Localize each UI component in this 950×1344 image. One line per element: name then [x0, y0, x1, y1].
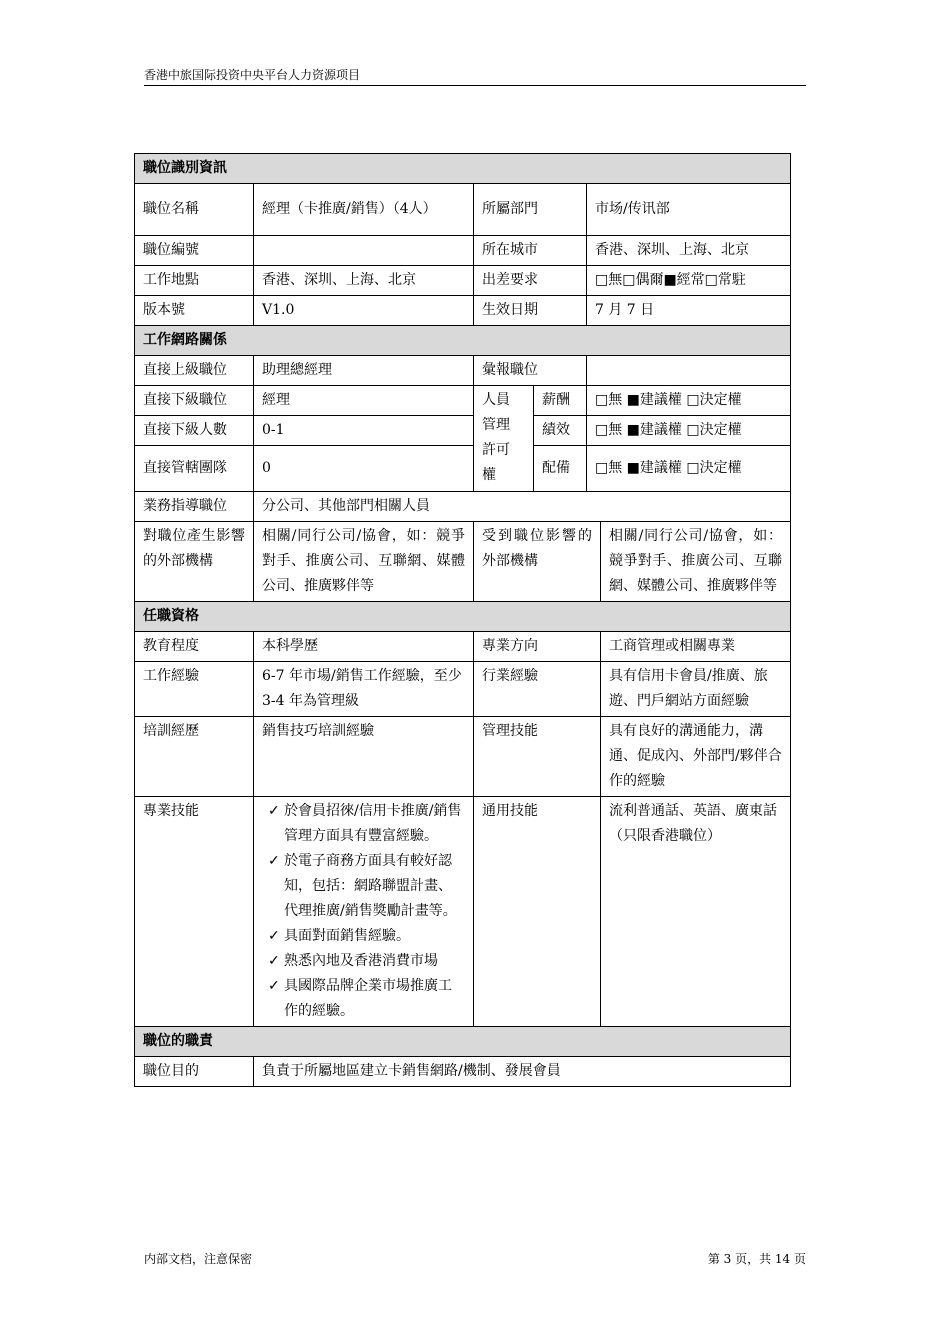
value-guidance: 分公司、其他部門相關人員	[254, 492, 791, 522]
value-staffing: □無 ■建議權 □決定權	[587, 446, 791, 492]
label-subordinate: 直接下級職位	[135, 386, 254, 416]
value-report-to	[587, 356, 791, 386]
value-subordinate-count: 0-1	[254, 416, 474, 446]
value-affected: 相關/同行公司/協會，如：競爭對手、推廣公司、互聯網、媒體公司、推廣夥伴等	[601, 522, 791, 602]
label-guidance: 業務指導職位	[135, 492, 254, 522]
value-subordinate: 經理	[254, 386, 474, 416]
label-purpose: 職位目的	[135, 1057, 254, 1087]
value-mgmt-skill: 具有良好的溝通能力，溝通、促成內、外部門/夥伴合作的經驗	[601, 717, 791, 797]
value-travel: □無□偶爾■經常□常駐	[587, 266, 791, 296]
label-experience: 工作經驗	[135, 662, 254, 717]
value-performance: □無 ■建議權 □決定權	[587, 416, 791, 446]
value-version: V1.0	[254, 296, 474, 326]
section-qualification: 任職資格	[135, 602, 791, 632]
pro-skill-list	[262, 799, 465, 1024]
section-network: 工作網路關係	[135, 326, 791, 356]
footer-confidential: 内部文档，注意保密	[144, 1252, 253, 1266]
list-item: ✓ 於會員招徠/信用卡推廣/銷售管理方面具有豐富經驗。	[268, 799, 465, 849]
value-pro-skill	[254, 797, 474, 1027]
label-position-code: 職位編號	[135, 236, 254, 266]
label-pro-skill: 專業技能	[135, 797, 254, 1027]
label-salary: 薪酬	[534, 386, 587, 416]
value-general-skill: 流利普通話、英語、廣東話（只限香港職位）	[601, 797, 791, 1027]
value-position-code	[254, 236, 474, 266]
label-superior: 直接上級職位	[135, 356, 254, 386]
label-affects: 對職位產生影響的外部機構	[135, 522, 254, 602]
label-authority: 人員 管理 許可 權	[474, 386, 534, 492]
label-department: 所屬部門	[474, 184, 587, 236]
label-industry: 行業經驗	[474, 662, 601, 717]
label-effective-date: 生效日期	[474, 296, 587, 326]
list-item: ✓ 於電子商務方面具有較好認知，包括：網路聯盟計畫、代理推廣/銷售獎勵計畫等。	[268, 849, 465, 924]
label-staffing: 配備	[534, 446, 587, 492]
list-item: ✓ 熟悉內地及香港消費市場	[268, 949, 465, 974]
section-duties: 職位的職責	[135, 1027, 791, 1057]
value-city: 香港、深圳、上海、北京	[587, 236, 791, 266]
value-education: 本科學歷	[254, 632, 474, 662]
value-team: 0	[254, 446, 474, 492]
label-city: 所在城市	[474, 236, 587, 266]
label-position-name: 職位名稱	[135, 184, 254, 236]
label-general-skill: 通用技能	[474, 797, 601, 1027]
label-subordinate-count: 直接下級人數	[135, 416, 254, 446]
label-work-location: 工作地點	[135, 266, 254, 296]
label-training: 培訓經歷	[135, 717, 254, 797]
value-affects: 相關/同行公司/協會，如：競爭對手、推廣公司、互聯網、媒體公司、推廣夥伴等	[254, 522, 474, 602]
label-education: 教育程度	[135, 632, 254, 662]
label-mgmt-skill: 管理技能	[474, 717, 601, 797]
value-salary: □無 ■建議權 □決定權	[587, 386, 791, 416]
label-team: 直接管轄團隊	[135, 446, 254, 492]
list-item: ✓ 具面對面銷售經驗。	[268, 924, 465, 949]
label-version: 版本號	[135, 296, 254, 326]
value-work-location: 香港、深圳、上海、北京	[254, 266, 474, 296]
list-item: ✓ 具國際品牌企業市場推廣工作的經驗。	[268, 974, 465, 1024]
label-travel: 出差要求	[474, 266, 587, 296]
label-performance: 績效	[534, 416, 587, 446]
value-industry: 具有信用卡會員/推廣、旅遊、門戶網站方面經驗	[601, 662, 791, 717]
value-position-name: 經理（卡推廣/銷售）（4人）	[254, 184, 474, 236]
value-training: 銷售技巧培訓經驗	[254, 717, 474, 797]
value-effective-date: 7 月 7 日	[587, 296, 791, 326]
value-purpose: 負責于所屬地區建立卡銷售網路/機制、發展會員	[254, 1057, 791, 1087]
value-department: 市场/传讯部	[587, 184, 791, 236]
label-major: 專業方向	[474, 632, 601, 662]
page-number: 第 3 页，共 14 页	[707, 1252, 806, 1266]
value-major: 工商管理或相關專業	[601, 632, 791, 662]
label-affected: 受到職位影響的外部機構	[474, 522, 601, 602]
section-identity: 職位識別資訊	[135, 154, 791, 184]
value-superior: 助理總經理	[254, 356, 474, 386]
page-header: 香港中旅国际投资中央平台人力资源项目	[144, 66, 806, 86]
value-experience: 6-7 年市場/銷售工作經驗，至少 3-4 年為管理級	[254, 662, 474, 717]
job-description-table	[134, 153, 791, 1087]
page-footer	[144, 1250, 806, 1267]
label-report-to: 彙報職位	[474, 356, 587, 386]
